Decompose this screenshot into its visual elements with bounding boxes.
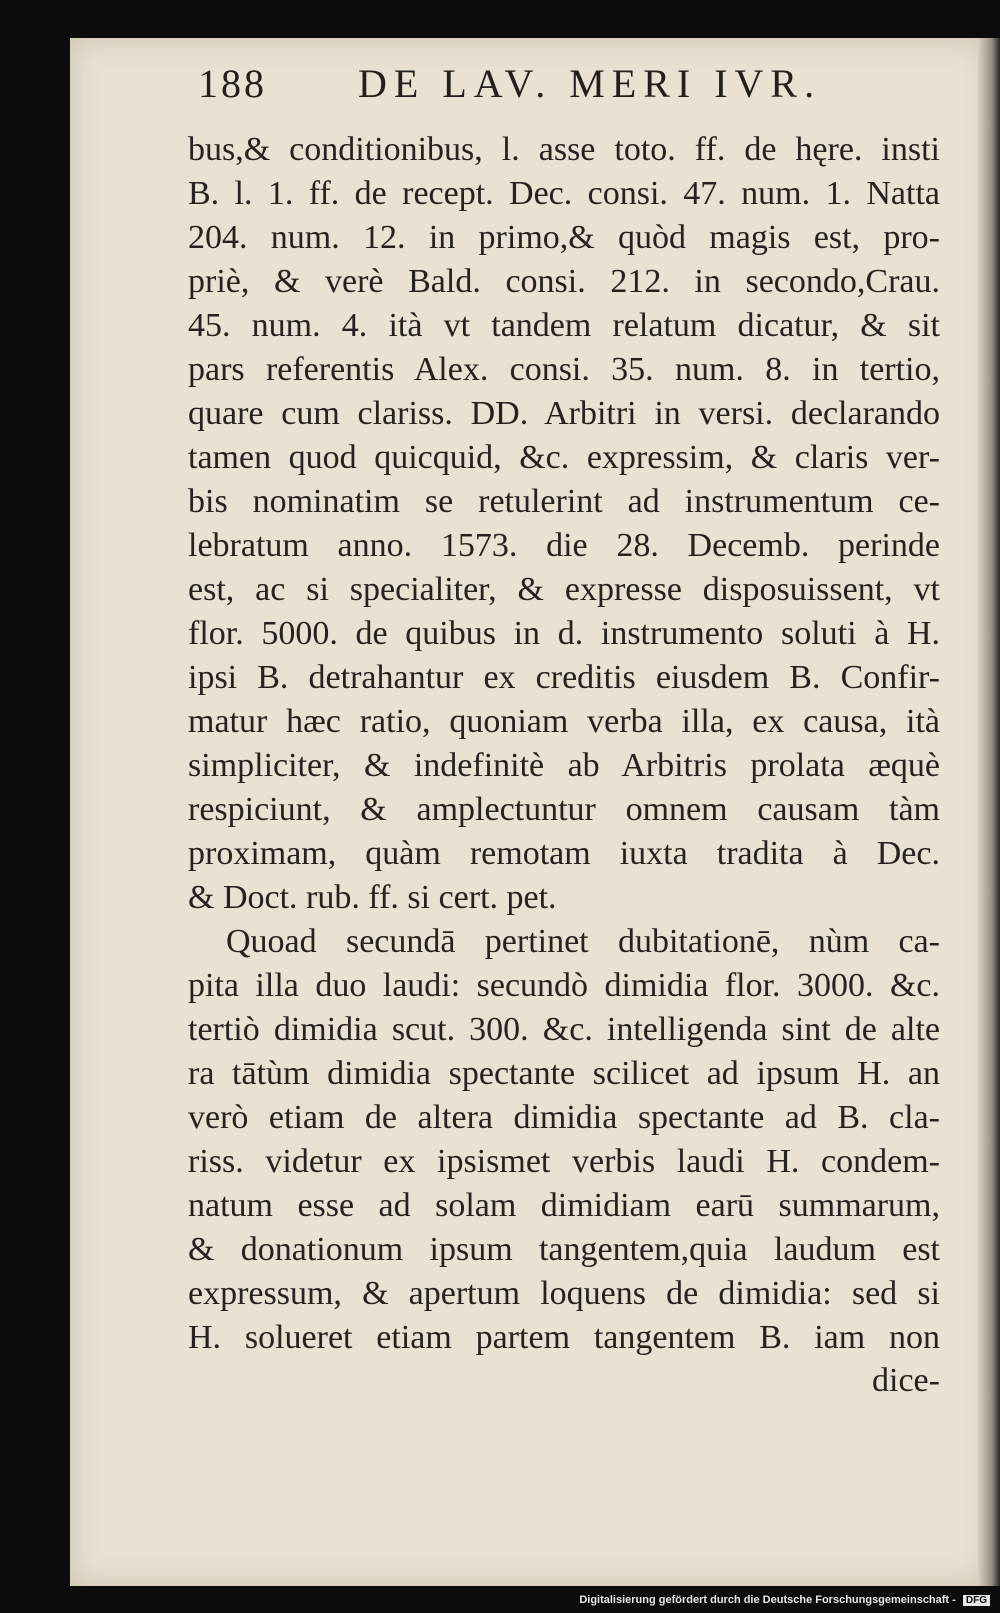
page-edge-shadow <box>978 38 1000 1586</box>
text-line: ra tātùm dimidia spectante scilicet ad ipsum H. an <box>188 1055 940 1092</box>
text-line: respiciunt, & amplectuntur omnem causam tàm <box>188 791 940 828</box>
text-line: H. solueret etiam partem tangentem B. iam non <box>188 1319 940 1356</box>
text-line: expressum, & apertum loquens de dimidia: sed si <box>188 1275 940 1312</box>
text-line: tertiò dimidia scut. 300. &c. intelligenda sint de alte <box>188 1011 940 1048</box>
text-line: est, ac si specialiter, & expresse disposuissent, vt <box>188 571 940 608</box>
text-line: pita illa duo laudi: secundò dimidia flor. 3000. &c. <box>188 967 940 1004</box>
digitization-credit <box>579 1594 990 1606</box>
text-line: 204. num. 12. in primo,& quòd magis est, pro- <box>188 219 940 256</box>
text-line: B. l. 1. ff. de recept. Dec. consi. 47. num. 1. Natta <box>188 175 940 212</box>
text-line: lebratum anno. 1573. die 28. Decemb. perinde <box>188 527 940 564</box>
page-header <box>198 60 838 110</box>
text-line: flor. 5000. de quibus in d. instrumento soluti à H. <box>188 615 940 652</box>
credit-text: Digitalisierung gefördert durch die Deutsche Forschungsgemeinschaft - <box>579 1594 956 1606</box>
text-line: 45. num. 4. ità vt tandem relatum dicatur, & sit <box>188 307 940 344</box>
text-line: tamen quod quicquid, &c. expressim, & claris ver- <box>188 439 940 476</box>
paragraph-start-line: Quoad secundā pertinet dubitationē, nùm ca- <box>226 923 940 960</box>
page-number: 188 <box>198 61 267 106</box>
text-line: priè, & verè Bald. consi. 212. in secondo,Crau. <box>188 263 940 300</box>
text-line: bus,& conditionibus, l. asse toto. ff. de hęre. insti <box>188 131 940 168</box>
text-line: quare cum clariss. DD. Arbitri in versi. declarando <box>188 395 940 432</box>
text-line: natum esse ad solam dimidiam earū summarum, <box>188 1187 940 1224</box>
text-line: bis nominatim se retulerint ad instrumentum ce- <box>188 483 940 520</box>
text-line: verò etiam de altera dimidia spectante ad B. cla- <box>188 1099 940 1136</box>
running-title: DE LAV. MERI IVR. <box>358 61 822 106</box>
catchword: dice- <box>872 1362 940 1399</box>
text-line: proximam, quàm remotam iuxta tradita à Dec. <box>188 835 940 872</box>
text-line: matur hæc ratio, quoniam verba illa, ex causa, ità <box>188 703 940 740</box>
text-line: & donationum ipsum tangentem,quia laudum est <box>188 1231 940 1268</box>
text-line: riss. videtur ex ipsismet verbis laudi H. condem- <box>188 1143 940 1180</box>
text-line: & Doct. rub. ff. si cert. pet. <box>188 879 557 916</box>
text-line: pars referentis Alex. consi. 35. num. 8. in tertio, <box>188 351 940 388</box>
dfg-logo: DFG <box>963 1595 990 1606</box>
text-line: ipsi B. detrahantur ex creditis eiusdem B. Confir- <box>188 659 940 696</box>
text-line: simpliciter, & indefinitè ab Arbitris prolata æquè <box>188 747 940 784</box>
